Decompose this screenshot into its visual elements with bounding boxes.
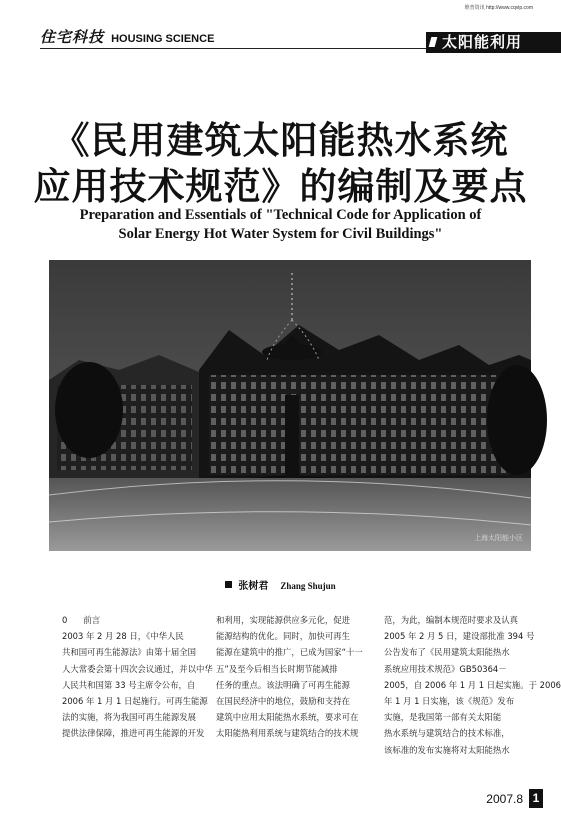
author-line bbox=[0, 574, 561, 593]
author-name-cn: 张树君 bbox=[238, 581, 269, 592]
text-column-2 bbox=[216, 612, 372, 742]
text-line: 人大常委会第十四次会议通过，并以中华 bbox=[62, 663, 213, 674]
article-title-en-line-2: Solar Energy Hot Water System for Civil Buildings" bbox=[118, 226, 443, 242]
text-line: 热水系统与建筑结合的技术标准， bbox=[384, 728, 510, 739]
text-line: 建筑中应用太阳能热水系统，要求可在 bbox=[216, 712, 359, 723]
text-line: 法的实施，将为我国可再生能源发展 bbox=[62, 712, 196, 723]
text-line: 提供法律保障，推进可再生能源的开发 bbox=[62, 728, 205, 739]
text-line: 2003 年 2 月 28 日，《中华人民 bbox=[62, 631, 184, 642]
text-line: 人民共和国第 33 号主席令公布，自 bbox=[62, 679, 196, 690]
text-line: 2005 年 2 月 5 日，建设部批准 394 号 bbox=[384, 631, 535, 642]
text-line: 能源结构的优化。同时，加快可再生 bbox=[216, 631, 350, 642]
issue-date: 2007.8 bbox=[486, 791, 523, 806]
section-heading bbox=[62, 612, 208, 628]
journal-name-cn: 住宅科技 bbox=[40, 28, 105, 46]
photo-illustration bbox=[49, 260, 531, 551]
text-line: 五”及至今后相当长时期节能减排 bbox=[216, 663, 338, 674]
text-column-1 bbox=[62, 612, 213, 742]
journal-brand bbox=[40, 26, 214, 47]
text-line: 公告发布了《民用建筑太阳能热水 bbox=[384, 647, 510, 658]
section-label: 太阳能利用 bbox=[442, 33, 523, 51]
section-title: 前言 bbox=[83, 615, 101, 625]
text-line: 2005，自 2006 年 1 月 1 日起实施。于 2006 bbox=[384, 679, 561, 690]
article-title-line-1: 《民用建筑太阳能热水系统 bbox=[52, 118, 509, 162]
page-footer bbox=[486, 789, 543, 808]
bullet-square-icon bbox=[225, 581, 232, 588]
article-title-en-line-1: Preparation and Essentials of "Technical Code for Application of bbox=[79, 207, 482, 223]
text-line: 和利用，实现能源供应多元化，促进 bbox=[216, 615, 350, 625]
text-line: 范，为此，编制本规范时要求及认真 bbox=[384, 615, 518, 625]
article-title-line-2: 应用技术规范》的编制及要点 bbox=[33, 164, 528, 208]
text-line: 系统应用技术规范》GB50364－ bbox=[384, 663, 507, 674]
text-line: 该标准的发布实施将对太阳能热水 bbox=[384, 744, 510, 755]
text-line: 太阳能热利用系统与建筑结合的技术规 bbox=[216, 728, 359, 739]
text-line: 2006 年 1 月 1 日起施行。可再生能源 bbox=[62, 696, 208, 707]
text-line: 实施，是我国第一部有关太阳能 bbox=[384, 712, 502, 723]
source-url[interactable]: 维普资讯 http://www.cqvip.com bbox=[464, 5, 533, 11]
text-column-3 bbox=[384, 612, 561, 758]
page-number: 1 bbox=[529, 789, 543, 808]
photo-caption: 上海太阳能小区 bbox=[474, 534, 523, 542]
text-line: 共和国可再生能源法》由第十届全国 bbox=[62, 647, 196, 658]
text-line: 任务的重点。该法明确了可再生能源 bbox=[216, 679, 350, 690]
journal-name-en: HOUSING SCIENCE bbox=[111, 33, 215, 45]
section-number: 0 bbox=[62, 615, 68, 625]
text-line: 年 1 月 1 日实施，该《规范》发布 bbox=[384, 696, 515, 707]
article-photo bbox=[49, 260, 531, 551]
text-line: 能源在建筑中的推广，已成为国家“十一 bbox=[216, 647, 363, 658]
author-name-en: Zhang Shujun bbox=[280, 581, 336, 591]
text-line: 在国民经济中的地位，鼓励和支持在 bbox=[216, 696, 350, 707]
